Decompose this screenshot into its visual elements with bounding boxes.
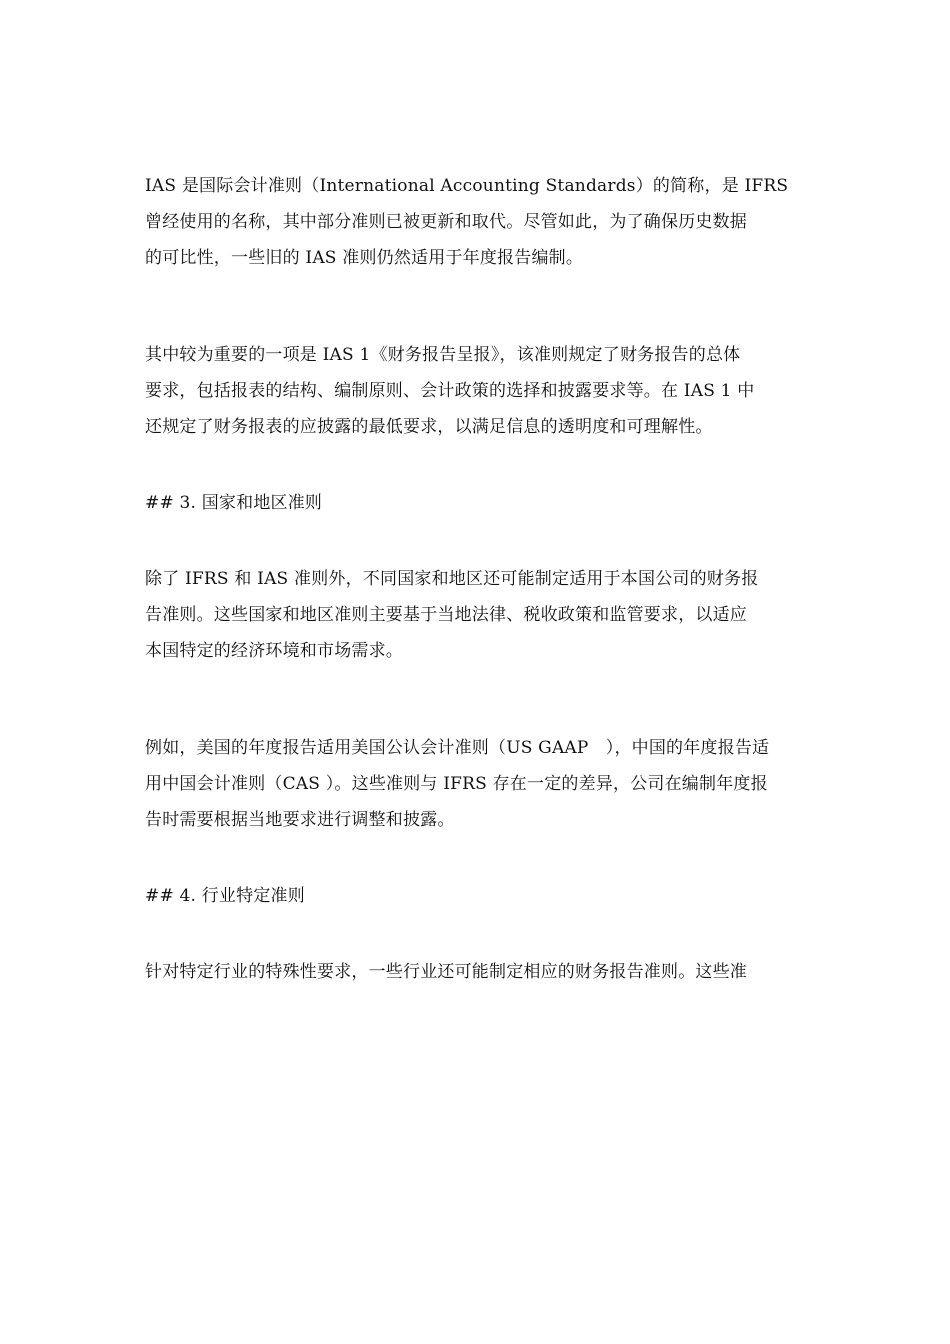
- text-line: 告准则。这些国家和地区准则主要基于当地法律、税收政策和监管要求，以适应: [145, 605, 747, 625]
- text-line: IAS 是国际会计准则（International Accounting Standards）的简称，是 IFRS: [145, 176, 789, 196]
- paragraph-spacer: [145, 914, 807, 954]
- paragraph-examples: [145, 730, 807, 838]
- text-line: 针对特定行业的特殊性要求，一些行业还可能制定相应的财务报告准则。这些准: [145, 962, 747, 982]
- paragraph-ias-definition: [145, 168, 807, 276]
- text-line: 其中较为重要的一项是 IAS 1《财务报告呈报》，该准则规定了财务报告的总体: [145, 345, 741, 365]
- text-line: 的可比性，一些旧的 IAS 准则仍然适用于年度报告编制。: [145, 248, 584, 268]
- paragraph-spacer: [145, 445, 807, 485]
- text-line: 例如，美国的年度报告适用美国公认会计准则（US GAAP ），中国的年度报告适: [145, 738, 770, 758]
- paragraph-spacer: [145, 838, 807, 878]
- paragraph-national-standards: [145, 561, 807, 669]
- text-line: 曾经使用的名称，其中部分准则已被更新和取代。尽管如此，为了确保历史数据: [145, 212, 747, 232]
- paragraph-industry-standards: [145, 954, 807, 990]
- text-line: 还规定了财务报表的应披露的最低要求，以满足信息的透明度和可理解性。: [145, 417, 713, 437]
- paragraph-ias1: [145, 337, 807, 445]
- document-body: [145, 168, 807, 990]
- paragraph-spacer: [145, 521, 807, 561]
- paragraph-spacer: [145, 276, 807, 337]
- text-line: 要求，包括报表的结构、编制原则、会计政策的选择和披露要求等。在 IAS 1 中: [145, 381, 755, 401]
- text-line: 用中国会计准则（CAS ）。这些准则与 IFRS 存在一定的差异，公司在编制年度报: [145, 774, 768, 794]
- text-line: 告时需要根据当地要求进行调整和披露。: [145, 810, 455, 830]
- section-heading-3: ## 3. 国家和地区准则: [145, 493, 323, 513]
- text-line: 除了 IFRS 和 IAS 准则外，不同国家和地区还可能制定适用于本国公司的财务报: [145, 569, 759, 589]
- text-line: 本国特定的经济环境和市场需求。: [145, 641, 403, 661]
- section-heading-4: ## 4. 行业特定准则: [145, 886, 305, 906]
- paragraph-spacer: [145, 669, 807, 730]
